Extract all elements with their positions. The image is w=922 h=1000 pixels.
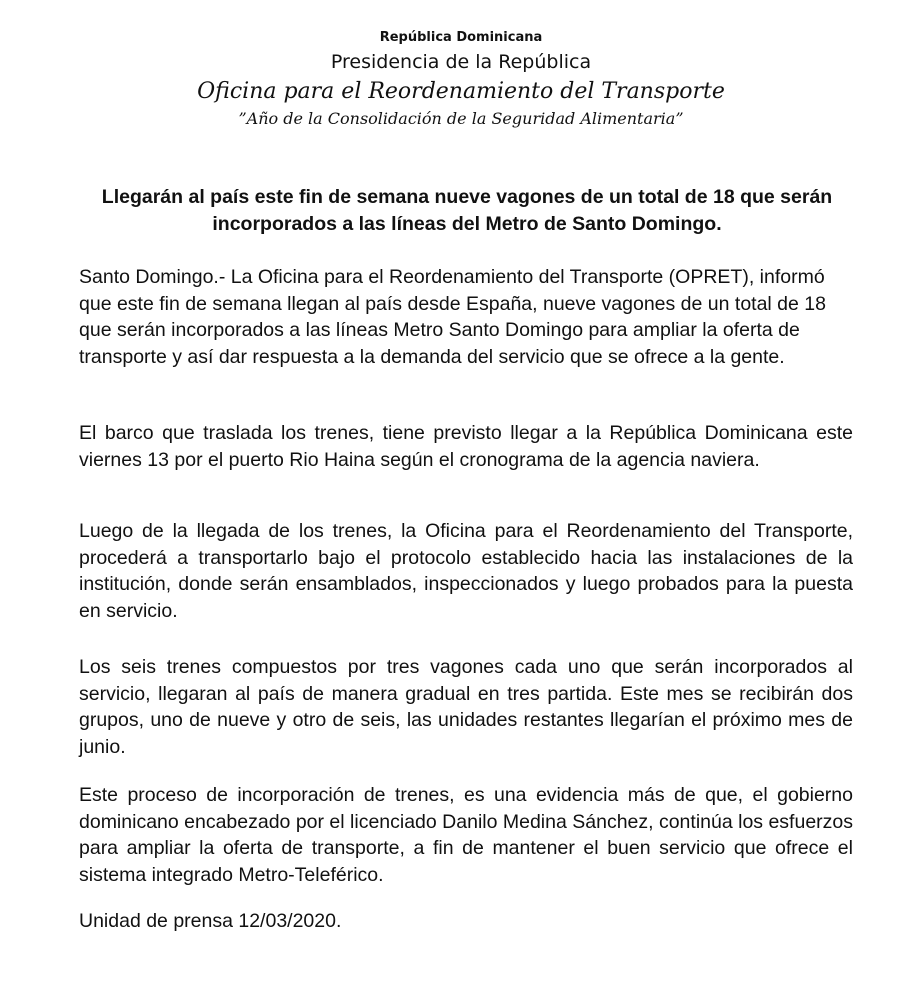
paragraph-transport-process: Luego de la llegada de los trenes, la Oficina para el Reordenamiento del Transporte, procederá a transportarlo bajo el protocolo establecido hacia las instalaciones de la institución, donde serán ensamblados, inspeccionados y luego probados para la puesta en servicio.	[79, 520, 853, 622]
letterhead-office: Oficina para el Reordenamiento del Transporte	[197, 79, 725, 104]
letterhead-presidency: Presidencia de la República	[330, 51, 592, 73]
letterhead-country: República Dominicana	[379, 30, 543, 45]
paragraph-ship-arrival: El barco que traslada los trenes, tiene previsto llegar a la República Dominicana este viernes 13 por el puerto Rio Haina según el cronograma de la agencia naviera.	[79, 422, 853, 471]
paragraph-delivery-schedule: Los seis trenes compuestos por tres vagones cada uno que serán incorporados al servicio, llegaran al país de manera gradual en tres partida. Este mes se recibirán dos grupos, uno de nueve y otro de seis, las unidades restantes llegarían el próximo mes de junio.	[79, 656, 853, 758]
letterhead-motto: ”Año de la Consolidación de la Seguridad Alimentaria”	[238, 109, 684, 128]
press-unit-signature: Unidad de prensa 12/03/2020.	[79, 910, 342, 932]
headline: Llegarán al país este fin de semana nueve vagones de un total de 18 que serán incorporados a las líneas del Metro de Santo Domingo.	[101, 186, 833, 235]
paragraph-intro: Santo Domingo.- La Oficina para el Reordenamiento del Transporte (OPRET), informó que este fin de semana llegan al país desde España, nueve vagones de un total de 18 que serán incorporados a las líneas Metro Santo Domingo para ampliar la oferta de transporte y así dar respuesta a la demanda del servicio que se ofrece a la gente.	[79, 266, 826, 368]
paragraph-government-effort: Este proceso de incorporación de trenes, es una evidencia más de que, el gobierno dominicano encabezado por el licenciado Danilo Medina Sánchez, continúa los esfuerzos para ampliar la oferta de transporte, a fin de mantener el buen servicio que ofrece el sistema integrado Metro-Teleférico.	[79, 784, 853, 886]
letterhead	[0, 28, 922, 130]
